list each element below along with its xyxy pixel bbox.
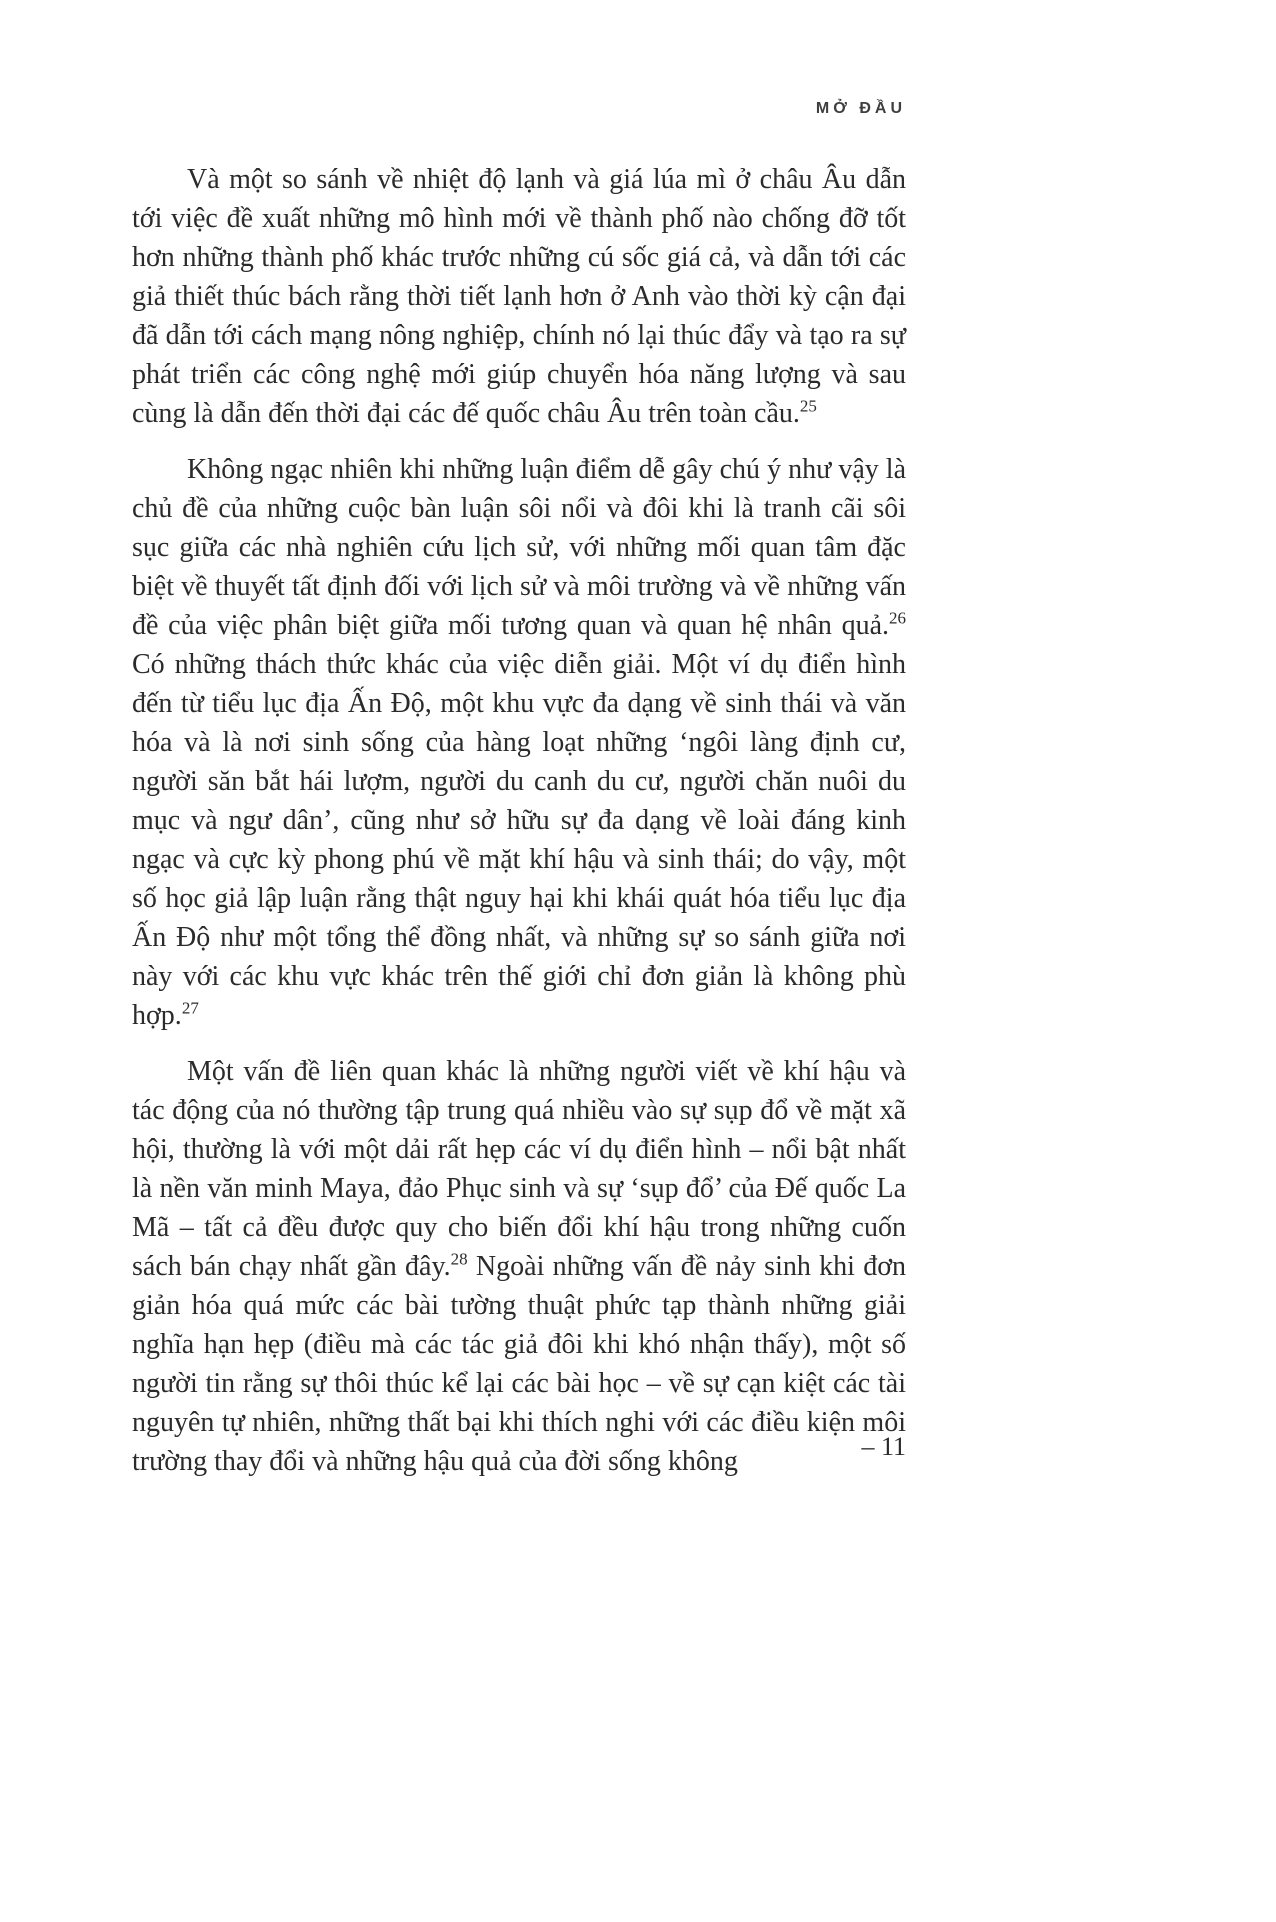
footnote-ref: 27 <box>181 998 199 1018</box>
footnote-ref: 26 <box>889 608 906 628</box>
text-column <box>132 0 906 1498</box>
paragraph: Một vấn đề liên quan khác là những người viết về khí hậu và tác động của nó thường tập trung quá nhiều vào sự sụp đổ về mặt xã hội, thường là với một dải rất hẹp các ví dụ điển hình – nổi bật nhất là nền văn minh Maya, đảo Phục sinh và sự ‘sụp đổ’ của Đế quốc La Mã – tất cả đều được quy cho biến đổi khí hậu trong những cuốn sách bán chạy nhất gần đây.$^{28}$ Ngoài những vấn đề nảy sinh khi đơn giản hóa quá mức các bài tường thuật phức tạp thành những giải nghĩa hạn hẹp (điều mà các tác giả đôi khi khó nhận thấy), một số người tin rằng sự thôi thúc kể lại các bài học – về sự cạn kiệt các tài nguyên tự nhiên, những thất bại khi thích nghi với các điều kiện môi trường thay đổi và những hậu quả của đời sống không <box>132 1056 906 1477</box>
body-text <box>132 160 906 1481</box>
page-number: – 11 <box>861 1432 906 1461</box>
footnote-ref: 28 <box>450 1249 468 1269</box>
paragraph: Không ngạc nhiên khi những luận điểm dễ gây chú ý như vậy là chủ đề của những cuộc bàn luận sôi nổi và đôi khi là tranh cãi sôi sục giữa các nhà nghiên cứu lịch sử, với những mối quan tâm đặc biệt về thuyết tất định đối với lịch sử và môi trường và về những vấn đề của việc phân biệt giữa mối tương quan và quan hệ nhân quả.$^{26}$ Có những thách thức khác của việc diễn giải. Một ví dụ điển hình đến từ tiểu lục địa Ấn Độ, một khu vực đa dạng về sinh thái và văn hóa và là nơi sinh sống của hàng loạt những ‘ngôi làng định cư, người săn bắt hái lượm, người du canh du cư, người chăn nuôi du mục và ngư dân’, cũng như sở hữu sự đa dạng về loài đáng kinh ngạc và cực kỳ phong phú về mặt khí hậu và sinh thái; do vậy, một số học giả lập luận rằng thật nguy hại khi khái quát hóa tiểu lục địa Ấn Độ như một tổng thể đồng nhất, và những sự so sánh giữa nơi này với các khu vực khác trên thế giới chỉ đơn giản là không phù hợp.$^{27}$ <box>132 454 906 1031</box>
paragraph: Và một so sánh về nhiệt độ lạnh và giá lúa mì ở châu Âu dẫn tới việc đề xuất những mô hình mới về thành phố nào chống đỡ tốt hơn những thành phố khác trước những cú sốc giá cả, và dẫn tới các giả thiết thúc bách rằng thời tiết lạnh hơn ở Anh vào thời kỳ cận đại đã dẫn tới cách mạng nông nghiệp, chính nó lại thúc đẩy và tạo ra sự phát triển các công nghệ mới giúp chuyển hóa năng lượng và sau cùng là dẫn đến thời đại các đế quốc châu Âu trên toàn cầu.$^{25}$ <box>132 164 906 429</box>
footnote-ref: 25 <box>799 396 817 416</box>
running-header: MỞ ĐẦU <box>815 100 906 117</box>
